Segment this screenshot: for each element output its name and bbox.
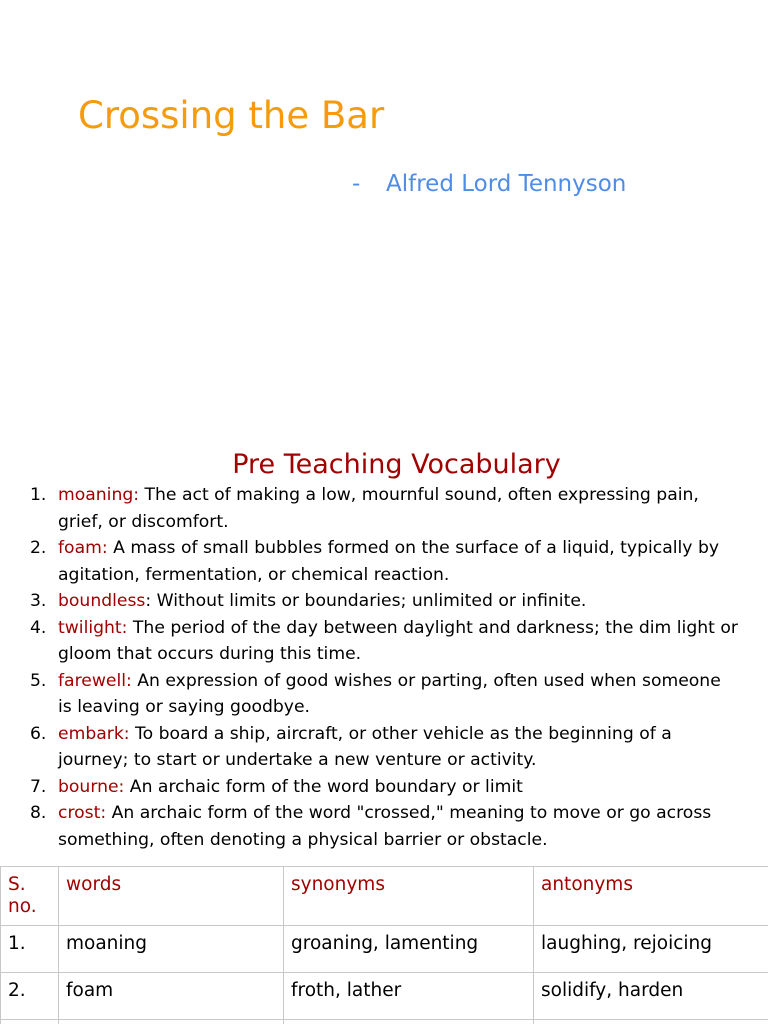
vocabulary-table — [0, 866, 768, 1024]
item-number: 3. — [30, 591, 47, 611]
vocabulary-item — [0, 615, 768, 668]
item-number: 8. — [30, 803, 47, 823]
header-serial-number: S. no. — [1, 867, 59, 926]
cell-synonyms — [284, 1020, 534, 1024]
vocabulary-item — [0, 800, 768, 853]
vocabulary-item — [0, 774, 768, 801]
vocabulary-term: twilight: — [58, 617, 128, 638]
header-words: words — [59, 867, 284, 926]
cell-word: moaning — [59, 926, 284, 973]
item-number: 4. — [30, 617, 47, 638]
cell-antonyms — [534, 1020, 768, 1024]
table-row — [1, 973, 768, 1020]
vocabulary-definition: An archaic form of the word boundary or limit — [124, 776, 523, 797]
cell-serial-number: 2. — [1, 973, 59, 1020]
header-antonyms: antonyms — [534, 867, 768, 926]
vocabulary-item — [0, 588, 768, 615]
vocabulary-list — [0, 482, 768, 853]
table-row — [1, 1020, 768, 1024]
cell-word — [59, 1020, 284, 1024]
author-dash: - — [352, 171, 361, 197]
author-line — [352, 171, 626, 199]
cell-synonyms: froth, lather — [284, 973, 534, 1020]
cell-synonyms: groaning, lamenting — [284, 926, 534, 973]
vocabulary-term: foam: — [58, 538, 108, 558]
vocabulary-term: moaning: — [58, 485, 140, 505]
vocabulary-term: farewell: — [58, 670, 132, 691]
vocabulary-definition: An archaic form of the word "crossed," meaning to move or go across something, often denoting a physical barrier or obstacle. — [58, 803, 712, 850]
vocabulary-item — [0, 721, 768, 774]
item-number: 2. — [30, 538, 47, 558]
vocabulary-definition: A mass of small bubbles formed on the surface of a liquid, typically by agitation, fermentation, or chemical reaction. — [58, 538, 720, 585]
vocabulary-definition: An expression of good wishes or parting, often used when someone is leaving or saying goodbye. — [58, 670, 721, 717]
vocabulary-definition: : Without limits or boundaries; unlimited or infinite. — [145, 591, 587, 611]
author-name: Alfred Lord Tennyson — [386, 171, 627, 197]
vocabulary-definition: To board a ship, aircraft, or other vehicle as the beginning of a journey; to start or undertake a new venture or activity. — [58, 723, 672, 770]
vocabulary-term: crost: — [58, 803, 107, 823]
vocabulary-term: embark: — [58, 723, 130, 744]
item-number: 5. — [30, 670, 47, 691]
item-number: 7. — [30, 776, 47, 797]
poem-title: Crossing the Bar — [78, 94, 385, 137]
vocabulary-item — [0, 482, 768, 535]
vocabulary-term: boundless — [58, 591, 146, 611]
vocabulary-term: bourne: — [58, 776, 125, 797]
vocabulary-item — [0, 535, 768, 588]
table-header-row — [1, 867, 768, 926]
header-synonyms: synonyms — [284, 867, 534, 926]
cell-serial-number: 1. — [1, 926, 59, 973]
vocabulary-item — [0, 668, 768, 721]
vocabulary-definition: The period of the day between daylight and darkness; the dim light or gloom that occurs during this time. — [58, 617, 738, 664]
cell-antonyms: solidify, harden — [534, 973, 768, 1020]
cell-serial-number — [1, 1020, 59, 1024]
cell-word: foam — [59, 973, 284, 1020]
item-number: 1. — [30, 485, 47, 505]
vocabulary-heading: Pre Teaching Vocabulary — [232, 449, 561, 480]
table-row — [1, 926, 768, 973]
cell-antonyms: laughing, rejoicing — [534, 926, 768, 973]
item-number: 6. — [30, 723, 47, 744]
vocabulary-definition: The act of making a low, mournful sound, often expressing pain, grief, or discomfort. — [58, 485, 699, 532]
